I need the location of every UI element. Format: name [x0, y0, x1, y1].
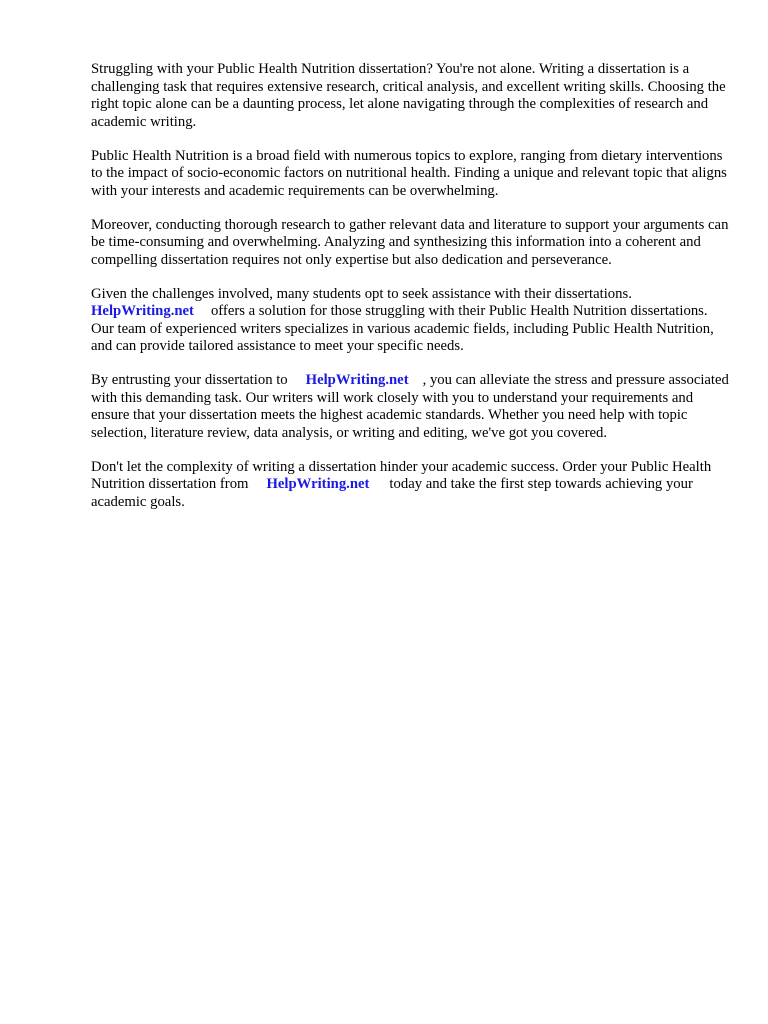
document-body: [91, 61, 731, 528]
paragraph-closing: [91, 459, 731, 512]
paragraph-intro: Struggling with your Public Health Nutrition dissertation? You're not alone. Writing a dissertation is a challenging task that requires extensive research, critical analysis, and excellent writing skills. Choosing the right topic alone can be a daunting process, let alone navigating through the complexities of research and academic writing.: [91, 61, 726, 130]
paragraph-closing-rest: today and take the first step towards achieving your academic goals.: [91, 476, 693, 510]
paragraph-entrusting-lead: By entrusting your dissertation to: [91, 372, 288, 388]
helpwriting-link[interactable]: HelpWriting.net: [266, 476, 370, 492]
paragraph-assistance-lead: Given the challenges involved, many students opt to seek assistance with their dissertations.: [91, 285, 632, 302]
paragraph-entrusting: [91, 372, 731, 442]
paragraph-assistance: [91, 286, 731, 356]
paragraph-topic: Public Health Nutrition is a broad field with numerous topics to explore, ranging from dietary interventions to the impact of socio-economic factors on nutritional health. Finding a unique and relevant topic that aligns with your interests and academic requirements can be overwhelming.: [91, 147, 727, 199]
helpwriting-link[interactable]: HelpWriting.net: [305, 372, 409, 388]
paragraph-assistance-rest: offers a solution for those struggling with their Public Health Nutrition dissertations. Our team of experienced writers specializes in various academic fields, including Public Health Nutrition, and can provide tailored assistance to meet your specific needs.: [91, 303, 714, 354]
paragraph-entrusting-rest: , you can alleviate the stress and pressure associated with this demanding task. Our writers will work closely with you to understand your requirements and ensure that your dissertation meets the highest academic standards. Whether you need help with topic selection, literature review, data analysis, or writing and editing, we've got you covered.: [91, 372, 729, 441]
helpwriting-link[interactable]: HelpWriting.net: [91, 303, 194, 319]
paragraph-closing-lead: Don't let the complexity of writing a dissertation hinder your academic success. Order your Public Health Nutrition dissertation from: [91, 458, 712, 492]
paragraph-research: Moreover, conducting thorough research to gather relevant data and literature to support your arguments can be time-consuming and overwhelming. Analyzing and synthesizing this information into a coherent and compelling dissertation requires not only expertise but also dedication and perseverance.: [91, 216, 729, 268]
